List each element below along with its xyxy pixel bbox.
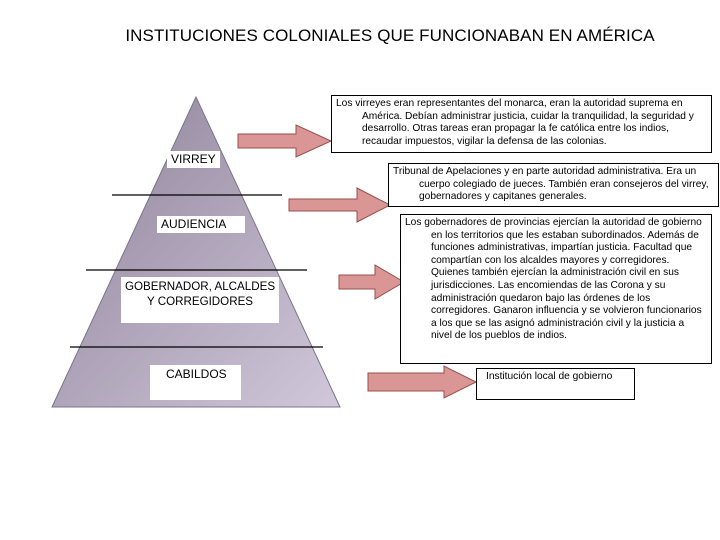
level-label-audiencia: AUDIENCIA [157, 216, 245, 233]
description-text: Tribunal de Apelaciones y en parte autoridad administrativa. Era un cuerpo colegiado de jueces. También eran consejeros del virrey, gobernadores y capitanes generales. [393, 166, 709, 203]
description-text: Los gobernadores de provincias ejercían la autoridad de gobierno en los territorios que les estaban subordinados. Además de funciones administrativas, impartían justicia. Facultad que compartían con los alcaldes mayores y corregidores. Quienes también ejercían la administración civil en sus jurisdicciones. Las encomiendas de las Corona y su administración quedaron bajo las órdenes de los corregidores. Ganaron influencia y se volvieron funcionarios a los que se las asignó administración civil y la justicia a nivel de los pueblos de indios. [405, 217, 702, 342]
arrow-audiencia [289, 188, 390, 222]
level-label-gobernador: GOBERNADOR, ALCALDES Y CORREGIDORES [121, 277, 279, 323]
description-audiencia [388, 163, 719, 207]
arrow-virrey [238, 125, 331, 157]
description-virrey [331, 95, 712, 153]
level-label-cabildos: CABILDOS [150, 365, 241, 400]
description-text: Los virreyes eran representantes del monarca, eran la autoridad suprema en América. Debían administrar justicia, cuidar la tranquilidad, la seguridad y desarrollo. Otras tareas eran propagar la fe católica entre los indios, recaudar impuestos, vigilar la defensa de las colonias. [336, 98, 694, 147]
page-title: INSTITUCIONES COLONIALES QUE FUNCIONABAN EN AMÉRICA [125, 26, 655, 45]
description-gobernador [400, 214, 712, 364]
arrow-gobernador [339, 265, 404, 299]
description-cabildos [476, 368, 635, 400]
description-text: Institución local de gobierno [486, 371, 613, 382]
level-label-virrey: VIRREY [167, 151, 220, 168]
arrow-cabildos [368, 366, 476, 398]
